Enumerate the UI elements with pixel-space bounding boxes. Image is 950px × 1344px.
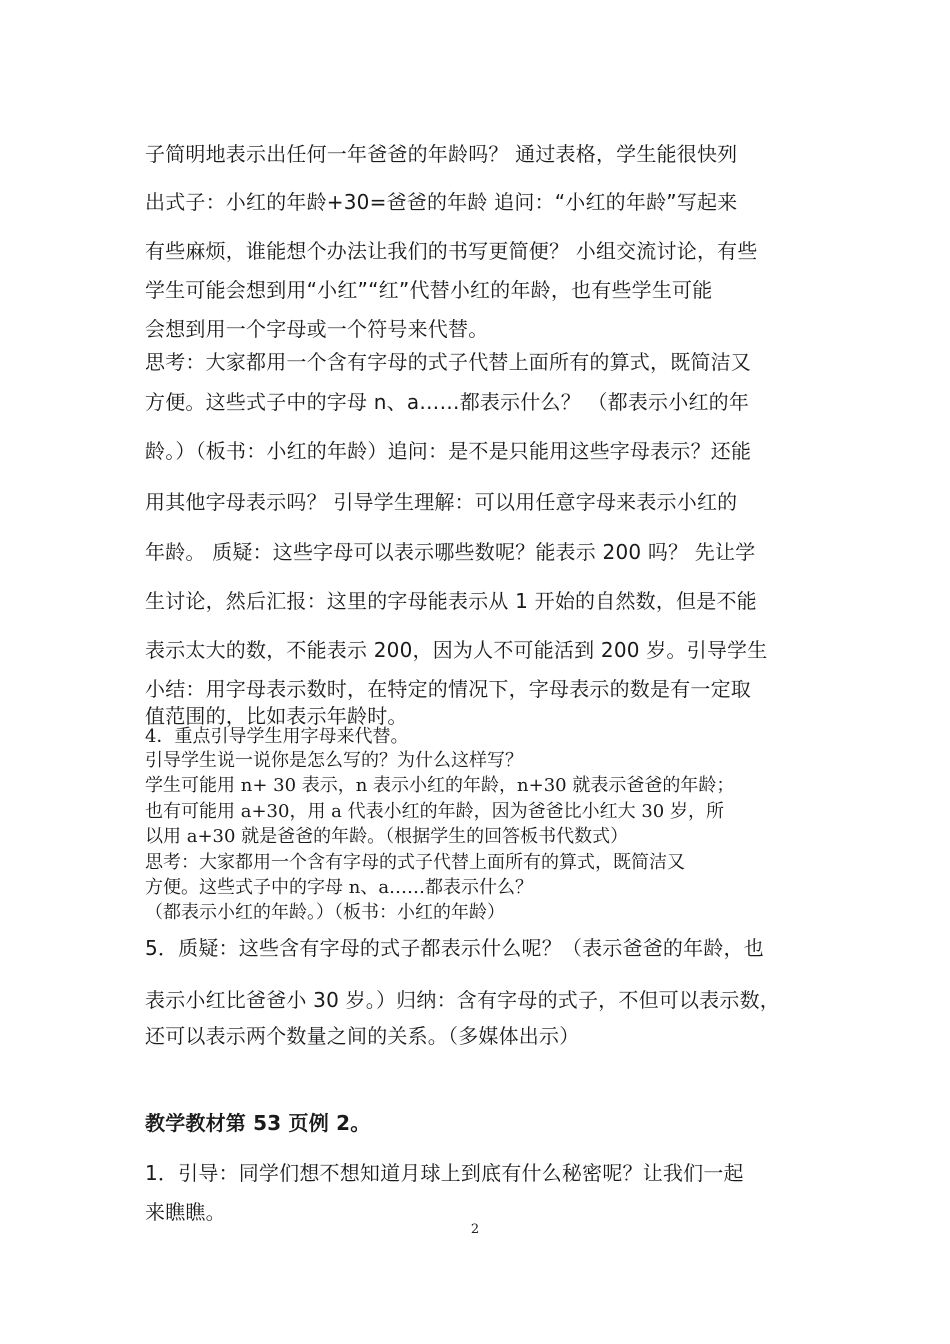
text-line: 年龄。 质疑：这些字母可以表示哪些数呢？能表示 200 吗？ 先让学 [145,540,756,564]
text-line: 子简明地表示出任何一年爸爸的年龄吗？ 通过表格，学生能很快列 [145,142,738,166]
text-line: 出式子：小红的年龄+30=爸爸的年龄 追问：“小红的年龄”写起来 [145,190,738,214]
text-line: 方便。这些式子中的字母 n、a……都表示什么？ （都表示小红的年 [145,390,750,414]
text-line: 学生可能会想到用“小红”“红”代替小红的年龄，也有些学生可能 [145,278,713,302]
text-line: 思考：大家都用一个含有字母的式子代替上面所有的算式，既简洁又 [145,350,751,374]
text-line: 学生可能用 n+ 30 表示，n 表示小红的年龄，n+30 就表示爸爸的年龄； [145,775,735,796]
text-line: 值范围的，比如表示年龄时。 [145,704,408,728]
text-line: 会想到用一个字母或一个符号来代替。 [145,317,489,341]
page-number: 2 [470,1222,480,1237]
text-line: 思考：大家都用一个含有字母的式子代替上面所有的算式，既简洁又 [145,852,685,873]
text-line: 生讨论，然后汇报：这里的字母能表示从 1 开始的自然数，但是不能 [145,589,757,613]
text-line: 表示小红比爸爸小 30 岁。）归纳：含有字母的式子，不但可以表示数， [145,988,780,1012]
text-line: 1．引导：同学们想不想知道月球上到底有什么秘密呢？让我们一起 [145,1161,744,1185]
section-heading: 教学教材第 53 页例 2。 [145,1111,371,1135]
text-line: 5．质疑：这些含有字母的式子都表示什么呢？（表示爸爸的年龄，也 [145,936,764,960]
text-line: 表示太大的数，不能表示 200，因为人不可能活到 200 岁。引导学生 [145,638,768,662]
text-line: 龄。）（板书：小红的年龄）追问：是不是只能用这些字母表示？还能 [145,439,752,463]
text-line: （都表示小红的年龄。）（板书：小红的年龄） [145,902,505,923]
text-line: 来瞧瞧。 [145,1200,226,1224]
text-line: 也有可能用 a+30，用 a 代表小红的年龄，因为爸爸比小红大 30 岁，所 [145,801,724,822]
text-line: 用其他字母表示吗？ 引导学生理解：可以用任意字母来表示小红的 [145,490,738,514]
text-line: 方便。这些式子中的字母 n、a……都表示什么？ [145,877,534,898]
text-line: 有些麻烦，谁能想个办法让我们的书写更简便？ 小组交流讨论，有些 [145,239,758,263]
text-line: 还可以表示两个数量之间的关系。（多媒体出示） [145,1024,580,1048]
text-line: 以用 a+30 就是爸爸的年龄。（根据学生的回答板书代数式） [145,826,629,847]
text-line: 4．重点引导学生用字母来代替。 [145,726,409,747]
text-line: 引导学生说一说你是怎么写的？为什么这样写？ [145,750,523,771]
text-line: 小结：用字母表示数时，在特定的情况下，字母表示的数是有一定取 [145,677,751,701]
